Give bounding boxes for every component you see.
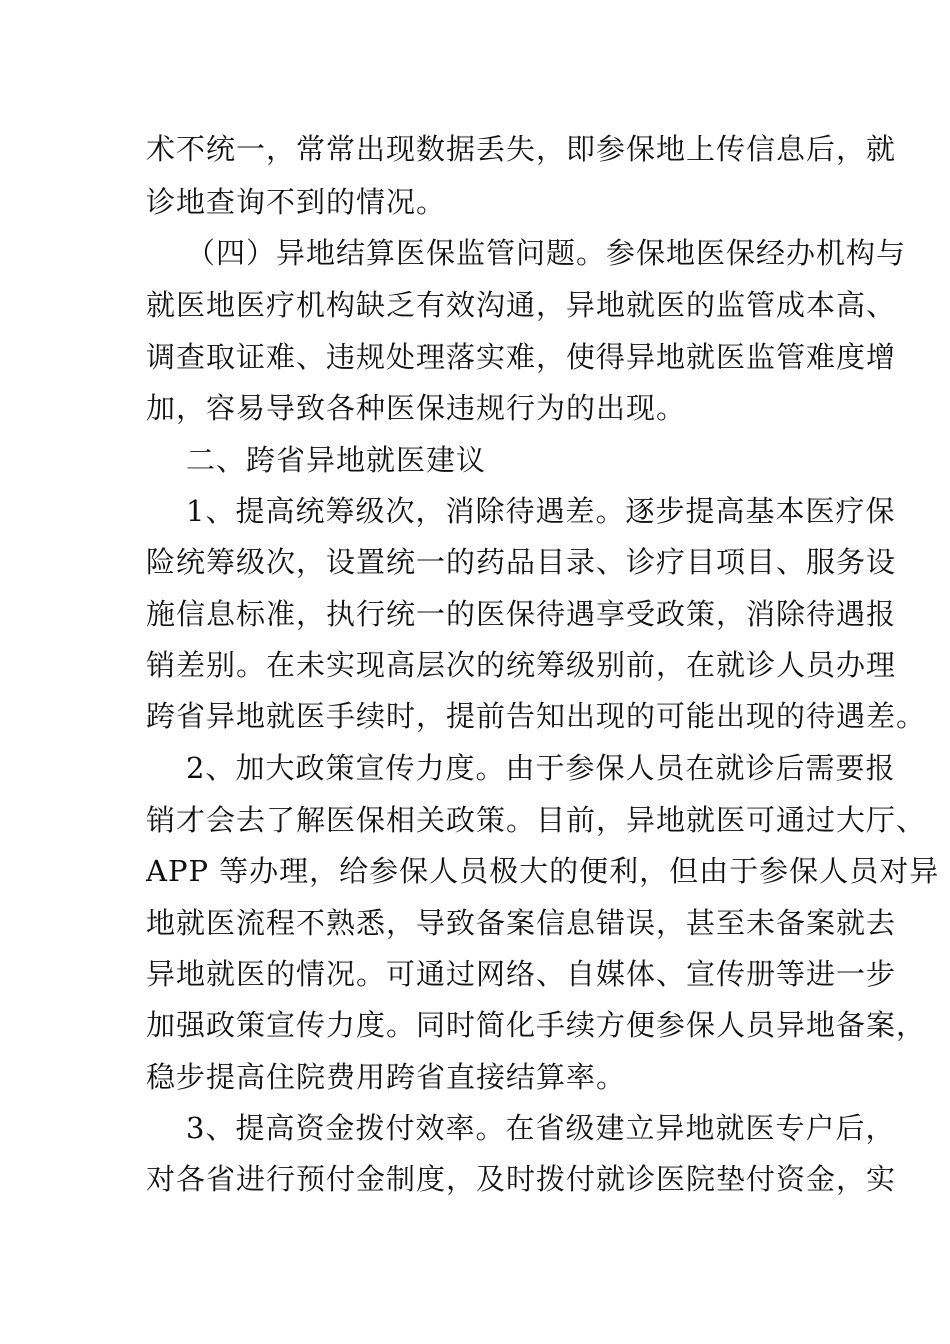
text-line: 销才会去了解医保相关政策。目前，异地就医可通过大厅、 bbox=[146, 803, 927, 837]
text-line: 稳步提高住院费用跨省直接结算率。 bbox=[146, 1060, 627, 1094]
text-line: 险统筹级次，设置统一的药品目录、诊疗目项目、服务设 bbox=[146, 545, 897, 579]
section-heading: （四）异地结算医保监管问题。参保地医保经办机构与 bbox=[186, 236, 907, 270]
paragraph-start: 3、提高资金拨付效率。在省级建立异地就医专户后， bbox=[186, 1111, 896, 1145]
text-line: 跨省异地就医手续时，提前告知出现的可能出现的待遇差。 bbox=[146, 699, 927, 733]
text-line: 术不统一，常常出现数据丢失，即参保地上传信息后，就 bbox=[146, 132, 897, 166]
text-line: 销差别。在未实现高层次的统筹级别前，在就诊人员办理 bbox=[146, 648, 897, 682]
text-line: APP 等办理，给参保人员极大的便利，但由于参保人员对异 bbox=[146, 854, 940, 888]
text-line: 施信息标准，执行统一的医保待遇享受政策，消除待遇报 bbox=[146, 597, 897, 631]
text-line: 加强政策宣传力度。同时简化手续方便参保人员异地备案， bbox=[146, 1008, 927, 1042]
text-line: 调查取证难、违规处理落实难，使得异地就医监管难度增 bbox=[146, 340, 897, 374]
text-line: 对各省进行预付金制度，及时拨付就诊医院垫付资金，实 bbox=[146, 1162, 897, 1196]
text-line: 加，容易导致各种医保违规行为的出现。 bbox=[146, 391, 687, 425]
text-line: 诊地查询不到的情况。 bbox=[146, 185, 447, 219]
paragraph-start: 1、提高统筹级次，消除待遇差。逐步提高基本医疗保 bbox=[186, 494, 896, 528]
paragraph-start: 2、加大政策宣传力度。由于参保人员在就诊后需要报 bbox=[186, 751, 896, 785]
text-line: 就医地医疗机构缺乏有效沟通，异地就医的监管成本高、 bbox=[146, 288, 897, 322]
text-line: 地就医流程不熟悉，导致备案信息错误，甚至未备案就去 bbox=[146, 906, 897, 940]
text-line: 异地就医的情况。可通过网络、自媒体、宣传册等进一步 bbox=[146, 957, 897, 991]
section-heading: 二、跨省异地就医建议 bbox=[186, 443, 487, 477]
